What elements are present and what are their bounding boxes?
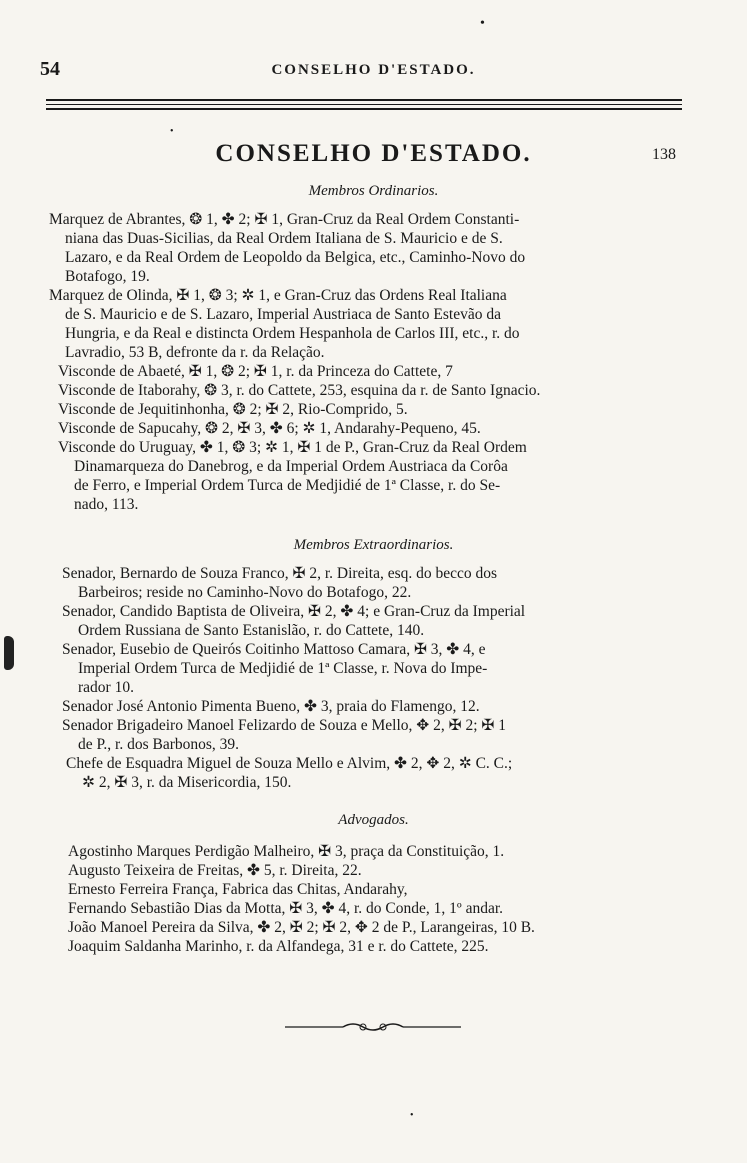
speck: • (480, 16, 485, 31)
running-title: CONSELHO D'ESTADO. (271, 62, 476, 78)
entry-line: Senador, Bernardo de Souza Franco, ✠ 2, r. Direita, esq. do becco dos (62, 565, 498, 582)
section-subtitle: Membros Extraordinarios. (293, 537, 454, 553)
list-item (58, 381, 688, 400)
entry-line: Hungria, e da Real e distincta Ordem Hespanhola de Carlos III, etc., r. do (65, 325, 520, 342)
list-item (62, 716, 690, 754)
list-item (49, 286, 689, 362)
entry-line: de Ferro, e Imperial Ordem Turca de Medjidié de 1ª Classe, r. do Se- (74, 477, 501, 494)
running-head (0, 58, 747, 82)
entry-line: Fernando Sebastião Dias da Motta, ✠ 3, ✤ 4, r. do Conde, 1, 1º andar. (68, 900, 504, 917)
entry-line: Dinamarqueza do Danebrog, e da Imperial Ordem Austriaca da Corôa (74, 458, 508, 475)
list-item (49, 210, 689, 286)
list-item (68, 842, 690, 861)
header-rule (46, 108, 682, 110)
entry-line: Marquez de Olinda, ✠ 1, ❂ 3; ✲ 1, e Gran-Cruz das Ordens Real Italiana (49, 287, 507, 304)
entry-line: nado, 113. (74, 496, 139, 513)
entry-line: Chefe de Esquadra Miguel de Souza Mello e Alvim, ✤ 2, ✥ 2, ✲ C. C.; (66, 755, 513, 772)
header-rule (46, 104, 682, 105)
list-item (68, 937, 690, 956)
section-subtitle: Advogados. (338, 812, 409, 828)
list-item (58, 438, 688, 514)
section-subtitle: Membros Ordinarios. (308, 183, 439, 199)
entry-line: Barbeiros; reside no Caminho-Novo do Botafogo, 22. (78, 584, 412, 601)
entry-line: Visconde de Sapucahy, ❂ 2, ✠ 3, ✤ 6; ✲ 1, Andarahy-Pequeno, 45. (58, 420, 481, 437)
entry-line: Senador, Eusebio de Queirós Coitinho Mattoso Camara, ✠ 3, ✤ 4, e (62, 641, 486, 658)
entry-line: Augusto Teixeira de Freitas, ✤ 5, r. Direita, 22. (68, 862, 362, 879)
entry-line: Visconde do Uruguay, ✤ 1, ❂ 3; ✲ 1, ✠ 1 de P., Gran-Cruz da Real Ordem (58, 439, 527, 456)
end-ornament (283, 1020, 463, 1034)
list-item (62, 564, 690, 602)
entry-line: Lavradio, 53 B, defronte da r. da Relação. (65, 344, 325, 361)
entry-line: de P., r. dos Barbonos, 39. (78, 736, 240, 753)
entry-line: rador 10. (78, 679, 134, 696)
entry-line: Joaquim Saldanha Marinho, r. da Alfandega, 31 e r. do Cattete, 225. (68, 938, 489, 955)
list-item (58, 419, 688, 438)
list-item (68, 880, 690, 899)
list-item (62, 602, 690, 640)
entry-line: Ernesto Ferreira França, Fabrica das Chitas, Andarahy, (68, 881, 408, 898)
entry-line: de S. Mauricio e de S. Lazaro, Imperial Austriaca de Santo Estevão da (65, 306, 502, 323)
list-item (68, 861, 690, 880)
margin-number: 138 (652, 146, 676, 163)
entry-line: Botafogo, 19. (65, 268, 150, 285)
header-rule (46, 99, 682, 101)
speck: • (410, 1110, 414, 1121)
entry-line: Senador Brigadeiro Manoel Felizardo de Souza e Mello, ✥ 2, ✠ 2; ✠ 1 (62, 717, 507, 734)
list-item (58, 400, 688, 419)
list-item (68, 918, 690, 937)
entry-line: Senador, Candido Baptista de Oliveira, ✠ 2, ✤ 4; e Gran-Cruz da Imperial (62, 603, 526, 620)
entry-line: Ordem Russiana de Santo Estanislão, r. do Cattete, 140. (78, 622, 425, 639)
entry-line: Senador José Antonio Pimenta Bueno, ✤ 3, praia do Flamengo, 12. (62, 698, 480, 715)
entry-line: Imperial Ordem Turca de Medjidié de 1ª Classe, r. Nova do Impe- (78, 660, 488, 677)
entry-line: Agostinho Marques Perdigão Malheiro, ✠ 3, praça da Constituição, 1. (68, 843, 505, 860)
entry-line: Marquez de Abrantes, ❂ 1, ✤ 2; ✠ 1, Gran-Cruz da Real Ordem Constanti- (49, 211, 520, 228)
binding-mark (4, 636, 14, 670)
speck: • (170, 126, 174, 137)
entry-line: João Manoel Pereira da Silva, ✤ 2, ✠ 2; ✠ 2, ✥ 2 de P., Larangeiras, 10 B. (68, 919, 535, 936)
entry-line: niana das Duas-Sicilias, da Real Ordem Italiana de S. Mauricio e de S. (65, 230, 503, 247)
list-item (62, 640, 690, 697)
entry-line: ✲ 2, ✠ 3, r. da Misericordia, 150. (82, 774, 292, 791)
page-number: 54 (40, 58, 60, 80)
page-title: CONSELHO D'ESTADO. (215, 140, 532, 167)
list-item (68, 899, 690, 918)
entry-line: Visconde de Jequitinhonha, ❂ 2; ✠ 2, Rio-Comprido, 5. (58, 401, 408, 418)
entry-line: Visconde de Abaeté, ✠ 1, ❂ 2; ✠ 1, r. da Princeza do Cattete, 7 (58, 363, 453, 380)
entry-line: Lazaro, e da Real Ordem de Leopoldo da Belgica, etc., Caminho-Novo do (65, 249, 526, 266)
entry-line: Visconde de Itaborahy, ❂ 3, r. do Cattete, 253, esquina da r. de Santo Ignacio. (58, 382, 541, 399)
list-item (58, 362, 688, 381)
list-item (66, 754, 690, 792)
list-item (62, 697, 690, 716)
